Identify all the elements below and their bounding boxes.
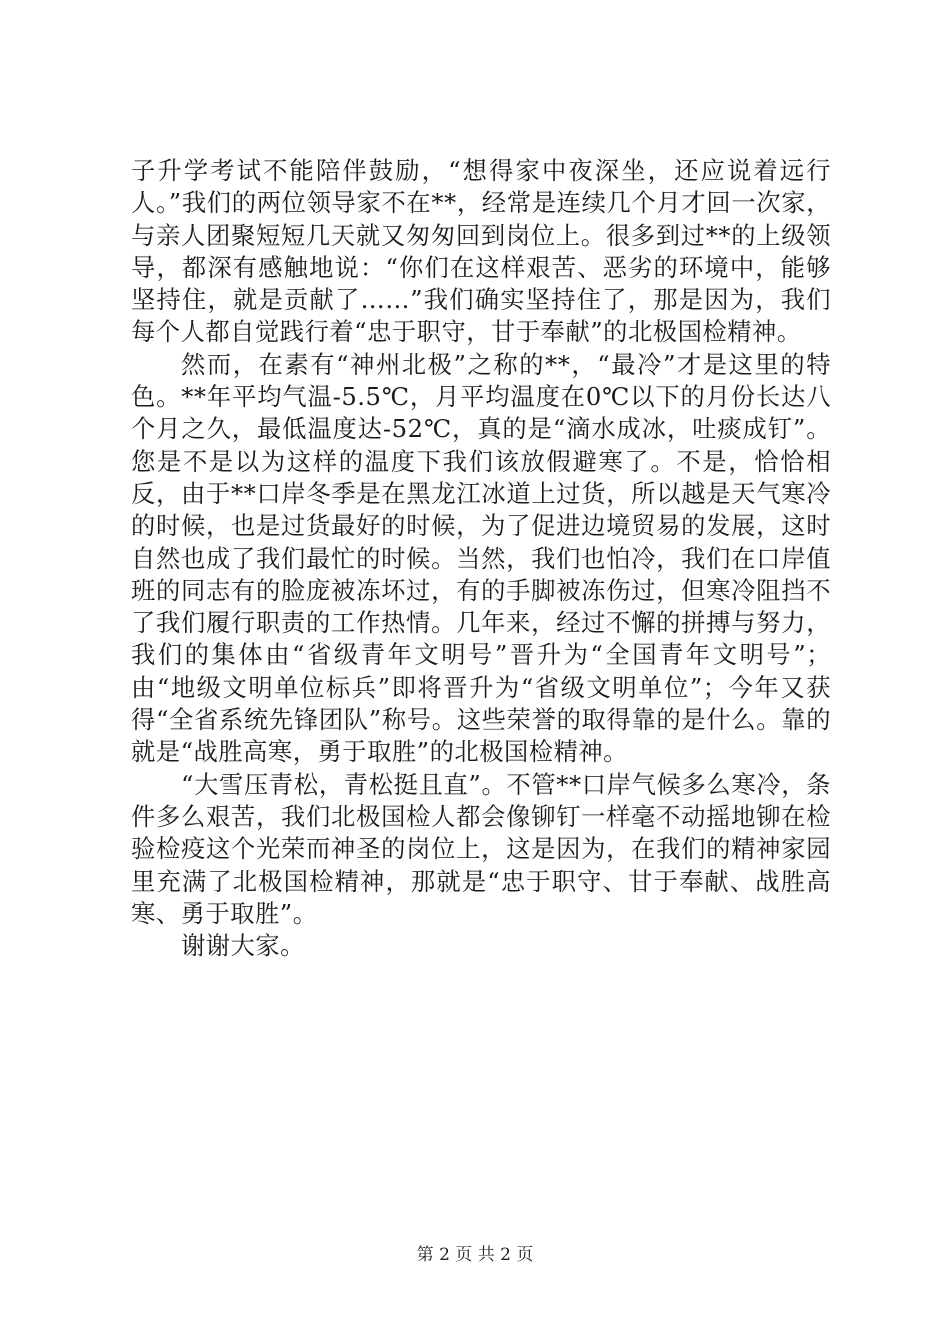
paragraph-cold-climate: 然而，在素有“神州北极”之称的**，“最冷”才是这里的特色。**年平均气温-5.5℃，月平均温度在0℃以下的月份长达八个月之久，最低温度达-52℃，真的是“滴水成冰，吐痰成钉”。您是不是以为这样的温度下我们该放假避寒了。不是，恰恰相反，由于**口岸冬季是在黑龙江冰道上过货，所以越是天气寒冷的时候，也是过货最好的时候，为了促进边境贸易的发展，这时自然也成了我们最忙的时候。当然，我们也怕冷，我们在口岸值班的同志有的脸庞被冻坏过，有的手脚被冻伤过，但寒冷阻挡不了我们履行职责的工作热情。几年来，经过不懈的拼搏与努力，我们的集体由“省级青年文明号”晋升为“全国青年文明号”；由“地级文明单位标兵”即将晋升为“省级文明单位”；今年又获得“全省系统先锋团队”称号。这些荣誉的取得靠的是什么。靠的就是“战胜高寒，勇于取胜”的北极国检精神。 <box>131 349 831 767</box>
page-number-footer: 第 2 页 共 2 页 <box>416 1245 534 1265</box>
paragraph-thanks: 谢谢大家。 <box>181 931 305 961</box>
paragraph-continuation: 子升学考试不能陪伴鼓励，“想得家中夜深坐，还应说着远行人。”我们的两位领导家不在**，经常是连续几个月才回一次家，与亲人团聚短短几天就又匆匆回到岗位上。很多到过**的上级领导，都深有感触地说：“你们在这样艰苦、恶劣的环境中，能够坚持住，就是贡献了……”我们确实坚持住了，那是因为，我们每个人都自觉践行着“忠于职守，甘于奉献”的北极国检精神。 <box>131 156 831 347</box>
document-body <box>131 155 831 962</box>
paragraph-pine-metaphor: “大雪压青松，青松挺且直”。不管**口岸气候多么寒冷，条件多么艰苦，我们北极国检人都会像铆钉一样毫不动摇地铆在检验检疫这个光荣而神圣的岗位上，这是因为，在我们的精神家园里充满了北极国检精神，那就是“忠于职守、甘于奉献、战胜高寒、勇于取胜”。 <box>131 769 831 928</box>
